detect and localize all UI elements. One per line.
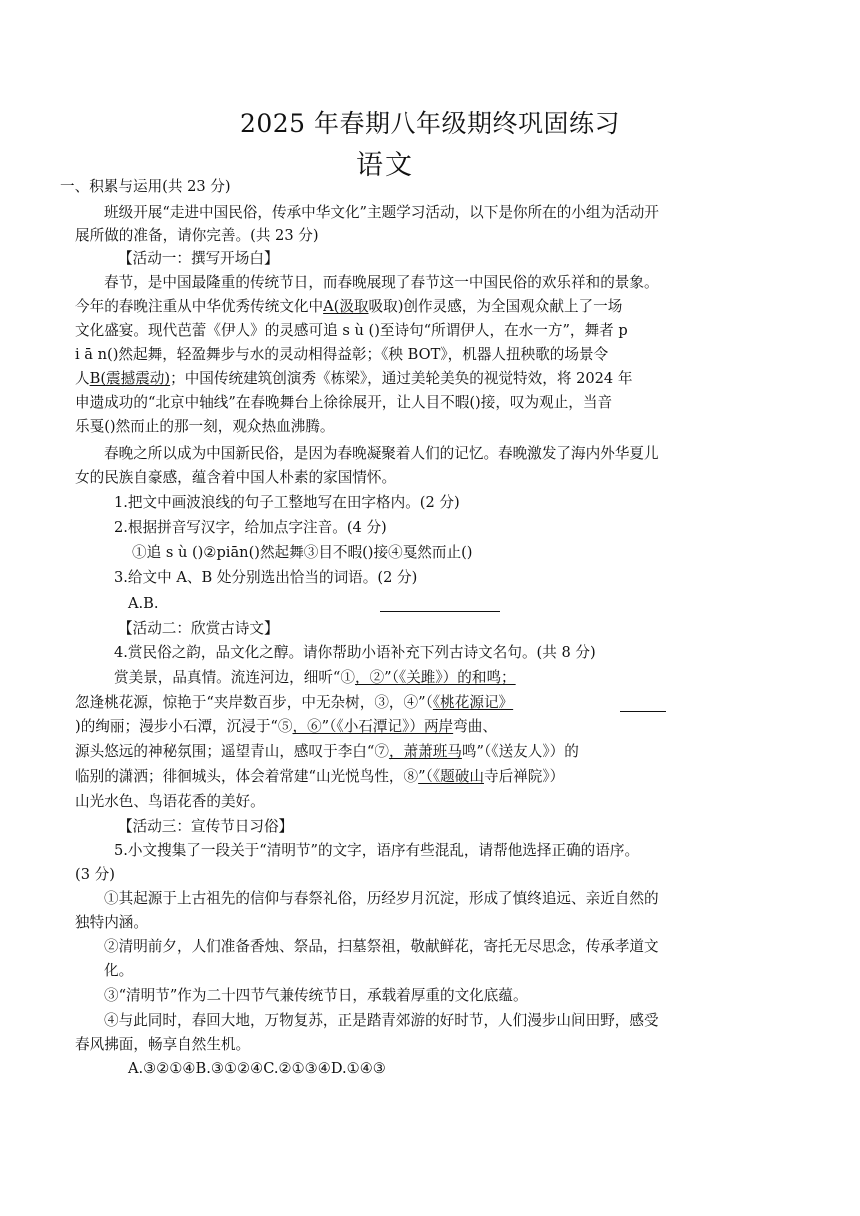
poem-fill-line-3 — [75, 716, 497, 738]
passage-line-6: 申遗成功的“北京中轴线”在春晚舞台上徐徐展开，让人目不暇()接，叹为观止，当音 — [75, 394, 613, 411]
question-2-items: ①追 s ù ()②piān()然起舞③目不暇()接④戛然而止() — [132, 544, 473, 561]
question-3: 3.给文中 A、B 处分别选出恰当的词语。(2 分) — [114, 569, 418, 586]
poem-blank: ”（《题破山 — [418, 768, 484, 785]
question-5-options: A.③②①④B.③①②④C.②①③④D.①④③ — [128, 1060, 386, 1077]
passage-text: 人 — [75, 370, 90, 387]
passage-line-7: 乐戛()然而止的那一刻，观众热血沸腾。 — [75, 418, 335, 435]
sentence-3: ③“清明节”作为二十四节气兼传统节日，承载着厚重的文化底蕴。 — [104, 987, 528, 1004]
passage2-line-1: 春晚之所以成为中国新民俗，是因为春晚凝聚着人们的记忆。春晚激发了海内外华夏儿 — [104, 445, 659, 462]
choice-a-label: A(汲取 — [323, 298, 369, 315]
passage-line-5 — [75, 368, 632, 390]
sentence-4-line-2: 春风拂面，畅享自然生机。 — [75, 1036, 251, 1053]
exam-subject: 语文 — [356, 150, 414, 181]
activity2-heading: 【活动二：欣赏古诗文】 — [118, 620, 279, 637]
poem-text: 寺后禅院》） — [483, 768, 565, 785]
question-4: 4.赏民俗之韵，品文化之醇。请你帮助小语补充下列古诗文名句。(共 8 分) — [114, 644, 596, 661]
answer-blank[interactable] — [380, 611, 500, 612]
question-2: 2.根据拼音写汉字，给加点字注音。(4 分) — [114, 519, 387, 536]
poem-source: 《桃花源记》 — [432, 694, 514, 711]
exam-title: 2025 年春期八年级期终巩固练习 — [239, 109, 621, 138]
sentence-2-line-1: ②清明前夕，人们准备香烛、祭品，扫墓祭祖，敬献鲜花，寄托无尽思念，传承孝道文 — [104, 938, 659, 955]
activity1-heading: 【活动一：撰写开场白】 — [118, 250, 279, 267]
poem-blank: ，萧萧班马 — [388, 743, 462, 760]
poem-fill-line-6: 山光水色、鸟语花香的美好。 — [75, 793, 265, 810]
choice-b-label: B(震撼震动) — [89, 370, 171, 387]
section-intro-line-1: 班级开展“走进中国民俗，传承中华文化”主题学习活动，以下是你所在的小组为活动开 — [104, 204, 659, 221]
answer-blank[interactable] — [620, 711, 666, 712]
passage-text: 今年的春晚注重从中华优秀传统文化中 — [75, 298, 324, 315]
poem-fill-line-5 — [75, 766, 564, 788]
sentence-2-line-2: 化。 — [104, 962, 134, 979]
passage-line-4: i ā n()然起舞，轻盈舞步与水的灵动相得益彰；《秧 BOT》，机器人扭秧歌的场景令 — [75, 346, 609, 363]
sentence-1-line-1: ①其起源于上古祖先的信仰与春祭礼俗，历经岁月沉淀，形成了慎终追远、亲近自然的 — [104, 890, 659, 907]
passage-text: ；中国传统建筑创演秀《栋梁》，通过美轮美奂的视觉特效，将 2024 年 — [170, 370, 633, 387]
passage-text: 吸取)创作灵感，为全国观众献上了一场 — [368, 298, 623, 315]
sentence-4-line-1: ④与此同时，春回大地，万物复苏，正是踏青郊游的好时节，人们漫步山间田野，感受 — [104, 1012, 659, 1029]
question-5: 5.小文搜集了一段关于“清明节”的文字，语序有些混乱，请帮他选择正确的语序。 — [114, 842, 640, 859]
sentence-1-line-2: 独特内涵。 — [75, 914, 148, 931]
poem-text: 弯曲、 — [453, 718, 497, 735]
poem-fill-line-1 — [114, 667, 516, 689]
passage2-line-2: 女的民族自豪感，蕴含着中国人朴素的家国情怀。 — [75, 469, 397, 486]
poem-text: 临别的潇洒；徘徊城头，体会着常建“山光悦鸟性，⑧ — [75, 768, 419, 785]
poem-blank: ，②”（《关雎》）的和鸣； — [354, 669, 516, 686]
section-intro-line-2: 展所做的准备，请你完善。(共 23 分) — [75, 227, 319, 244]
poem-text: 鸣”（《送友人》）的 — [461, 743, 579, 760]
poem-text: 源头悠远的神秘氛围；遥望青山，感叹于李白“⑦ — [75, 743, 389, 760]
passage-line-3: 文化盛宴。现代芭蕾《伊人》的灵感可追 s ù ()至诗句“所谓伊人，在水一方”，舞者 p — [75, 322, 628, 339]
passage-line-2 — [75, 296, 622, 318]
question-1: 1.把文中画波浪线的句子工整地写在田字格内。(2 分) — [114, 494, 460, 511]
poem-text: )的绚丽；漫步小石潭，沉浸于“⑤ — [75, 718, 293, 735]
poem-text: 忽逢桃花源，惊艳于“夹岸数百步，中无杂树，③，④”（ — [75, 694, 433, 711]
poem-text: 赏美景，品真情。流连河边，细听“① — [114, 669, 355, 686]
poem-fill-line-2 — [75, 692, 513, 714]
question-5-score: (3 分) — [75, 866, 115, 883]
section-heading: 一、积累与运用(共 23 分) — [60, 178, 231, 195]
poem-fill-line-4 — [75, 741, 579, 763]
passage-line-1: 春节，是中国最隆重的传统节日，而春晚展现了春节这一中国民俗的欢乐祥和的景象。 — [104, 274, 659, 291]
question-3-answer-labels: A.B. — [128, 595, 159, 612]
activity3-heading: 【活动三：宣传节日习俗】 — [118, 818, 294, 835]
poem-blank: ，⑥”（《小石潭记》）两岸 — [292, 718, 454, 735]
